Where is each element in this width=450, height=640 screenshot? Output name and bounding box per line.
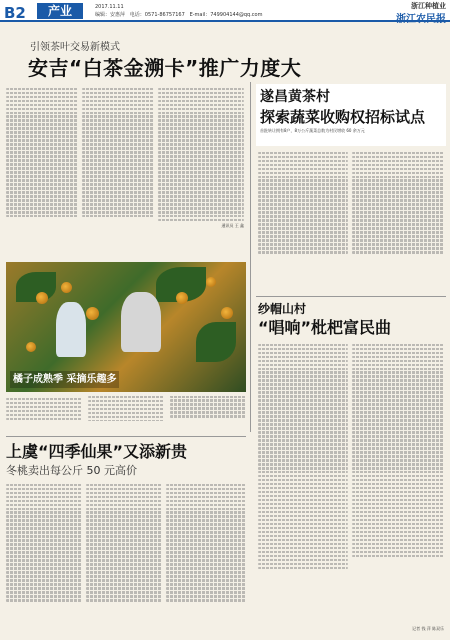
article2-byline: 首批转让拥有8户，8万公斤蔬菜总数为村民增收 60 余万元 [260,128,365,133]
article3-headline: “唱响”枇杷富民曲 [258,318,392,337]
article1-headline: 安吉“白茶金溯卡”推广力度大 [28,56,302,80]
orange-harvest-photo [6,262,246,392]
photo-caption-body [6,396,246,434]
person-figure [56,302,86,357]
article4-body-col2 [86,482,162,632]
article4-subheadline: 冬桃卖出每公斤 50 元高价 [6,464,137,477]
masthead [396,1,446,27]
article2-body-col1 [258,150,348,282]
column-divider [250,82,251,432]
article4-body-col1 [6,482,82,632]
email-address: E-mail：749904144@qq.com [189,12,263,18]
editor-name: 编辑：安惠萍 [95,12,126,18]
article1-author: 通讯员 王 鑫 [221,223,244,229]
article3-body-col2 [352,342,444,624]
photo-caption: 橘子成熟季 采摘乐趣多 [10,371,119,389]
person-figure [121,292,161,352]
article1-kicker: 引领茶叶交易新模式 [30,42,120,53]
issue-contacts [95,12,263,20]
region-label: 浙江种植业 [411,2,446,10]
article1-body-col3 [158,86,244,256]
article3-author: 记者 钱 萍 陈双乐 [412,626,444,631]
phone-number: 电话：0571-86757167 [129,12,185,18]
section-rule [256,296,446,297]
issue-date: 2017.11.11 [95,4,124,10]
article1-body-col1 [6,86,78,246]
page-header [0,0,450,25]
article2-head-box [256,84,446,146]
paper-name: 浙江农民报 [396,13,446,25]
article3-kicker: 纱帽山村 [258,302,307,316]
article4-headline: 上虞“四季仙果”又添新贵 [6,442,188,461]
article3-body-col1 [258,342,348,632]
article2-subheadline: 探索蔬菜收购权招标试点 [260,108,426,126]
issue-meta [95,4,124,12]
article2-body-col2 [352,150,444,282]
article2-headline: 遂昌黄茶村 [260,89,330,105]
page-number: B2 [4,4,26,22]
article1-body-col2 [82,86,154,246]
section-badge: 产业 [37,3,83,19]
article4-body-col3 [166,482,246,632]
section-rule [6,436,246,437]
